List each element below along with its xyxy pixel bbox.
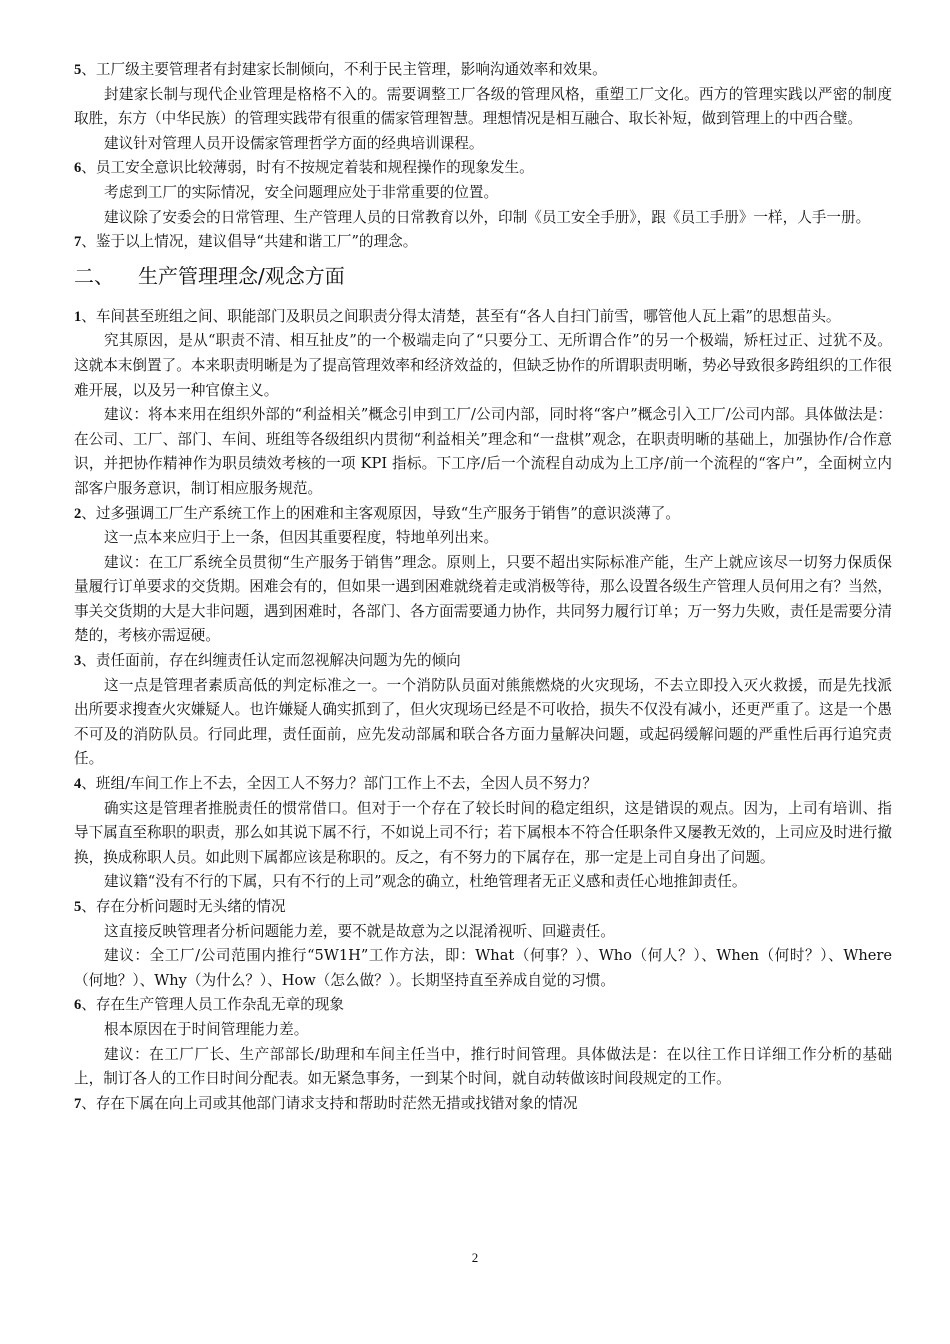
paragraph: 建议：将本来用在组织外部的“利益相关”概念引申到工厂/公司内部，同时将“客户”概念引入工厂/公司内部。具体做法是：在公司、工厂、部门、车间、班组等各级组织内贯彻“利益相关”理念和“一盘棋”观念，在职责明晰的基础上，加强协作/合作意识，并把协作精神作为职员绩效考核的一项 KPI 指标。下工序/后一个流程自动成为上工序/前一个流程的“客户”，全面树立内部客户服务意识，制订相应服务规范。 [74, 406, 892, 497]
section-heading [74, 261, 892, 291]
item-number: 5 [74, 62, 82, 78]
paragraph: 建议：在工厂厂长、生产部部长/助理和车间主任当中，推行时间管理。具体做法是：在以往工作日详细工作分析的基础上，制订各人的工作日时间分配表。如无紧急事务，一到某个时间，就自动转做该时间段规定的工作。 [74, 1045, 892, 1088]
paragraph: 建议针对管理人员开设儒家管理哲学方面的经典培训课程。 [104, 134, 484, 152]
item-text: 、责任面前，存在纠缠责任认定而忽视解决问题为先的倾向 [81, 652, 461, 670]
item-number: 7 [74, 234, 82, 251]
numbered-item [74, 895, 892, 920]
numbered-item [74, 58, 892, 83]
item-text: 、过多强调工厂生产系统工作上的困难和主客观原因，导致“生产服务于销售”的意识淡薄了。 [81, 504, 680, 522]
numbered-item [74, 230, 892, 255]
paragraph: 考虑到工厂的实际情况，安全问题理应处于非常重要的位置。 [104, 183, 499, 201]
numbered-item [74, 305, 892, 330]
numbered-item [74, 502, 892, 527]
numbered-item [74, 156, 892, 181]
paragraph: 这一点本来应归于上一条，但因其重要程度，特地单列出来。 [104, 529, 499, 547]
section-heading-title: 生产管理理念/观念方面 [138, 263, 345, 288]
item-number: 1 [74, 308, 82, 325]
numbered-item [74, 993, 892, 1018]
paragraph: 根本原因在于时间管理能力差。 [104, 1020, 309, 1038]
paragraph: 封建家长制与现代企业管理是格格不入的。需要调整工厂各级的管理风格，重塑工厂文化。西方的管理实践以严密的制度取胜，东方（中华民族）的管理实践带有很重的儒家管理智慧。理想情况是相互融合、取长补短，做到管理上的中西合璧。 [74, 85, 892, 128]
item-text: 、工厂级主要管理者有封建家长制倾向，不利于民主管理，影响沟通效率和效果。 [81, 61, 607, 78]
item-text: 、员工安全意识比较薄弱，时有不按规定着装和规程操作的现象发生。 [81, 159, 534, 177]
paragraph: 建议：全工厂/公司范围内推行“5W1H”工作方法，即：What（何事？）、Who（何人？）、When（何时？）、Where（何地？）、Why（为什么？）、How（怎么做？）。长期坚持直至养成自觉的习惯。 [74, 947, 892, 989]
numbered-item [74, 1092, 892, 1117]
paragraph: 这一点是管理者素质高低的判定标准之一。一个消防队员面对熊熊燃烧的火灾现场，不去立即投入灭火救援，而是先找派出所要求搜查火灾嫌疑人。也许嫌疑人确实抓到了，但火灾现场已经是不可收拾，损失不仅没有减小，还更严重了。这是一个愚不可及的消防队员。行同此理，责任面前，应先发动部属和联合各方面力量解决问题，或起码缓解问题的严重性后再行追究责任。 [74, 676, 892, 768]
numbered-item [74, 772, 892, 797]
item-text: 、车间甚至班组之间、职能部门及职员之间职责分得太清楚，甚至有“各人自扫门前雪，哪管他人瓦上霜”的思想苗头。 [81, 307, 841, 325]
page-number: 2 [471, 1250, 479, 1265]
paragraph: 建议：在工厂系统全员贯彻“生产服务于销售”理念。原则上，只要不超出实际标准产能，生产上就应该尽一切努力保质保量履行订单要求的交货期。困难会有的，但如果一遇到困难就绕着走或消极等待，那么设置各级生产管理人员何用之有？当然，事关交货期的大是大非问题，遇到困难时，各部门、各方面需要通力协作，共同努力履行订单；万一努力失败，责任是需要分清楚的，考核亦需逗硬。 [74, 553, 892, 645]
item-number: 2 [74, 505, 82, 522]
section-heading-number: 二、 [74, 263, 114, 288]
item-number: 5 [74, 899, 82, 915]
paragraph: 建议除了安委会的日常管理、生产管理人员的日常教育以外，印制《员工安全手册》，跟《员工手册》一样，人手一册。 [104, 208, 871, 226]
item-number: 3 [74, 653, 82, 670]
section-two-body [74, 305, 892, 1117]
section-one-tail [74, 58, 892, 255]
item-text: 、存在下属在向上司或其他部门请求支持和帮助时茫然无措或找错对象的情况 [81, 1094, 578, 1112]
item-text: 、鉴于以上情况，建议倡导“共建和谐工厂”的理念。 [81, 233, 418, 251]
numbered-item [74, 649, 892, 674]
item-number: 7 [74, 1095, 82, 1112]
paragraph: 究其原因，是从“职责不清、相互扯皮”的一个极端走向了“只要分工、无所谓合作”的另一个极端，矫枉过正、过犹不及。这就本末倒置了。本来职责明晰是为了提高管理效率和经济效益的，但缺乏协作的所谓职责明晰，势必导致很多跨组织的工作很难开展，以及另一种官僚主义。 [74, 332, 892, 399]
paragraph: 建议籍“没有不行的下属，只有不行的上司”观念的确立，杜绝管理者无正义感和责任心地推卸责任。 [104, 873, 747, 891]
item-text: 、存在生产管理人员工作杂乱无章的现象 [81, 996, 344, 1014]
item-number: 4 [74, 776, 82, 793]
paragraph: 这直接反映管理者分析问题能力差，要不就是故意为之以混淆视听、回避责任。 [104, 922, 615, 940]
item-text: 、班组/车间工作上不去，全因工人不努力？部门工作上不去，全因人员不努力？ [81, 775, 597, 793]
item-number: 6 [74, 160, 82, 177]
document-page [74, 58, 892, 1116]
item-text: 、存在分析问题时无头绪的情况 [81, 898, 286, 915]
item-number: 6 [74, 997, 82, 1014]
paragraph: 确实这是管理者推脱责任的惯常借口。但对于一个存在了较长时间的稳定组织，这是错误的观点。因为，上司有培训、指导下属直至称职的职责，那么如其说下属不行，不如说上司不行；若下属根本不符合任职条件又屡教无效的，上司应及时进行撤换，换成称职人员。如此则下属都应该是称职的。反之，有不努力的下属存在，那一定是上司自身出了问题。 [74, 799, 892, 866]
